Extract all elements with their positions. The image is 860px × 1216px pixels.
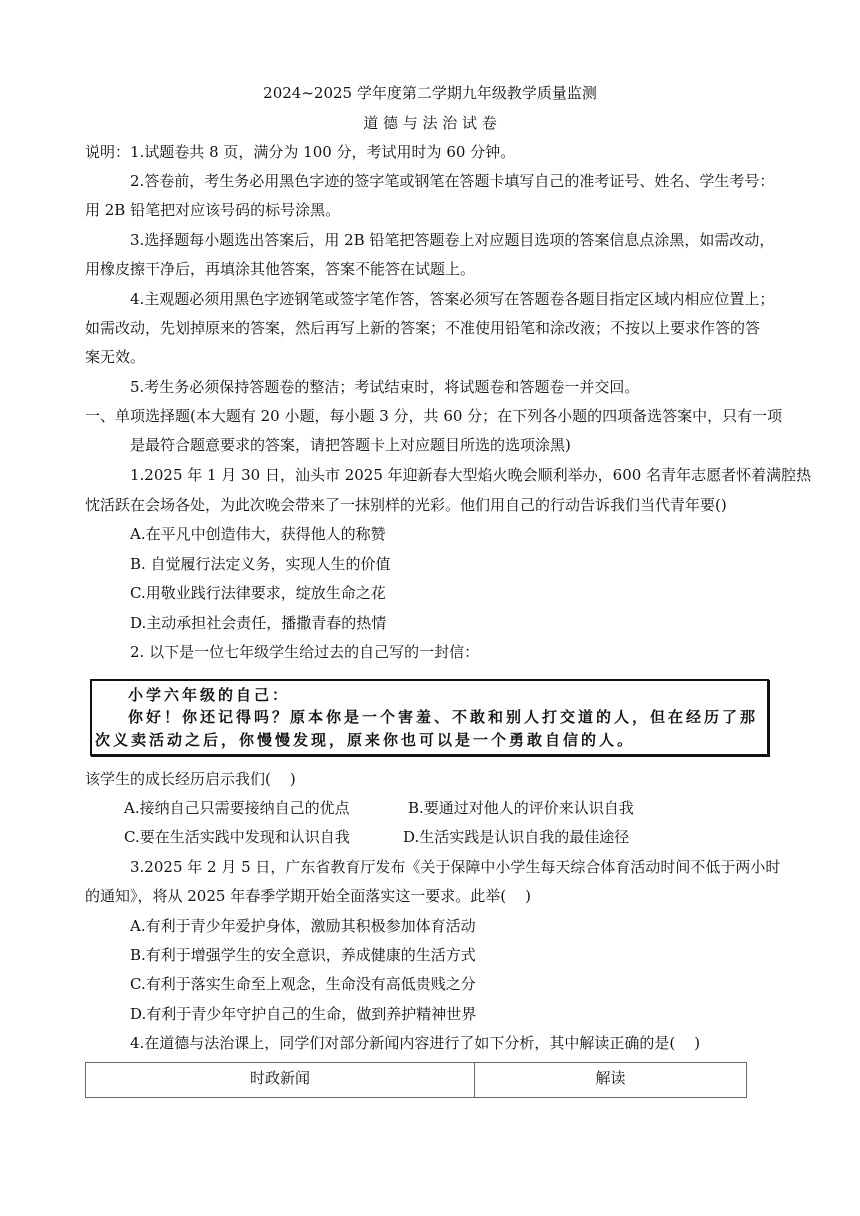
- instruction-line: 2.答卷前，考生务必用黑色字迹的签字笔或钢笔在答题卡填写自己的准考证号、姓名、学生考号：: [130, 172, 775, 190]
- question-stem-line: 的通知》，将从 2025 年春季学期开始全面落实这一要求。此举( ): [85, 887, 531, 905]
- instruction-line: 用 2B 铅笔把对应该号码的标号涂黑。: [85, 201, 341, 219]
- instruction-line: 3.选择题每小题选出答案后，用 2B 铅笔把答题卷上对应题目选项的答案信息点涂黑，如需改动，: [130, 231, 775, 249]
- option-a: A.在平凡中创造伟大，获得他人的称赞: [130, 525, 386, 543]
- instruction-line: 用橡皮擦干净后，再填涂其他答案，答案不能答在试题上。: [85, 260, 476, 278]
- instruction-line: 5.考生务必须保持答题卷的整洁；考试结束时，将试题卷和答题卷一并交回。: [130, 378, 640, 396]
- table-header-news: 时政新闻: [86, 1063, 475, 1098]
- option-b: B. 自觉履行法定义务，实现人生的价值: [130, 555, 391, 573]
- option-a: A.接纳自己只需要接纳自己的优点: [124, 799, 350, 817]
- instruction-line: 4.主观题必须用黑色字迹钢笔或签字笔作答，答案必须写在答题卷各题目指定区域内相应位置上；: [130, 290, 775, 308]
- exam-title: 2024~2025 学年度第二学期九年级教学质量监测: [263, 84, 597, 102]
- option-c: C.有利于落实生命至上观念，生命没有高低贵贱之分: [130, 975, 476, 993]
- letter-greeting: 小学六年级的自己：: [128, 686, 291, 704]
- instruction-line: 如需改动，先划掉原来的答案，然后再写上新的答案；不准使用铅笔和涂改液；不按以上要求作答的答: [85, 319, 761, 337]
- letter-box: [90, 679, 769, 756]
- question-stem-line: 1.2025 年 1 月 30 日，汕头市 2025 年迎新春大型焰火晚会顺利举办，600 名青年志愿者怀着满腔热: [130, 466, 812, 484]
- section-heading-line: 一、单项选择题(本大题有 20 小题，每小题 3 分，共 60 分；在下列各小题的四项备选答案中，只有一项: [85, 407, 783, 425]
- option-c: C.要在生活实践中发现和认识自我: [124, 828, 350, 846]
- letter-line: 你好！你还记得吗？原本你是一个害羞、不敢和别人打交道的人，但在经历了那: [128, 708, 759, 726]
- question-stem-line: 忱活跃在会场各处，为此次晚会带来了一抹别样的光彩。他们用自己的行动告诉我们当代青年要(): [85, 496, 727, 514]
- table-header-interpretation: 解读: [475, 1063, 747, 1098]
- instruction-line: 说明：1.试题卷共 8 页，满分为 100 分，考试用时为 60 分钟。: [85, 143, 516, 161]
- section-heading-line: 是最符合题意要求的答案，请把答题卡上对应题目所选的选项涂黑): [130, 436, 571, 454]
- option-d: D.生活实践是认识自我的最佳途径: [403, 828, 630, 846]
- option-a: A.有利于青少年爱护身体，激励其积极参加体育活动: [130, 917, 476, 935]
- option-c: C.用敬业践行法律要求，绽放生命之花: [130, 584, 386, 602]
- option-b: B.要通过对他人的评价来认识自我: [408, 799, 634, 817]
- exam-subject-title: 道 德 与 法 治 试 卷: [363, 114, 497, 132]
- table-header-row: [86, 1063, 747, 1098]
- letter-line: 次义卖活动之后，你慢慢发现，原来你也可以是一个勇敢自信的人。: [95, 731, 636, 749]
- option-d: D.主动承担社会责任，播撒青春的热情: [130, 614, 387, 632]
- instruction-line: 案无效。: [85, 348, 146, 366]
- option-d: D.有利于青少年守护自己的生命，做到养护精神世界: [130, 1005, 477, 1023]
- question-stem-line: 4.在道德与法治课上，同学们对部分新闻内容进行了如下分析，其中解读正确的是( ): [130, 1034, 701, 1052]
- question-stem-line: 3.2025 年 2 月 5 日，广东省教育厅发布《关于保障中小学生每天综合体育活动时间不低于两小时: [130, 858, 781, 876]
- option-b: B.有利于增强学生的安全意识，养成健康的生活方式: [130, 946, 476, 964]
- question-stem-line: 2. 以下是一位七年级学生给过去的自己写的一封信：: [130, 643, 480, 661]
- question-prompt: 该学生的成长经历启示我们( ): [85, 770, 296, 788]
- news-analysis-table: [85, 1062, 747, 1098]
